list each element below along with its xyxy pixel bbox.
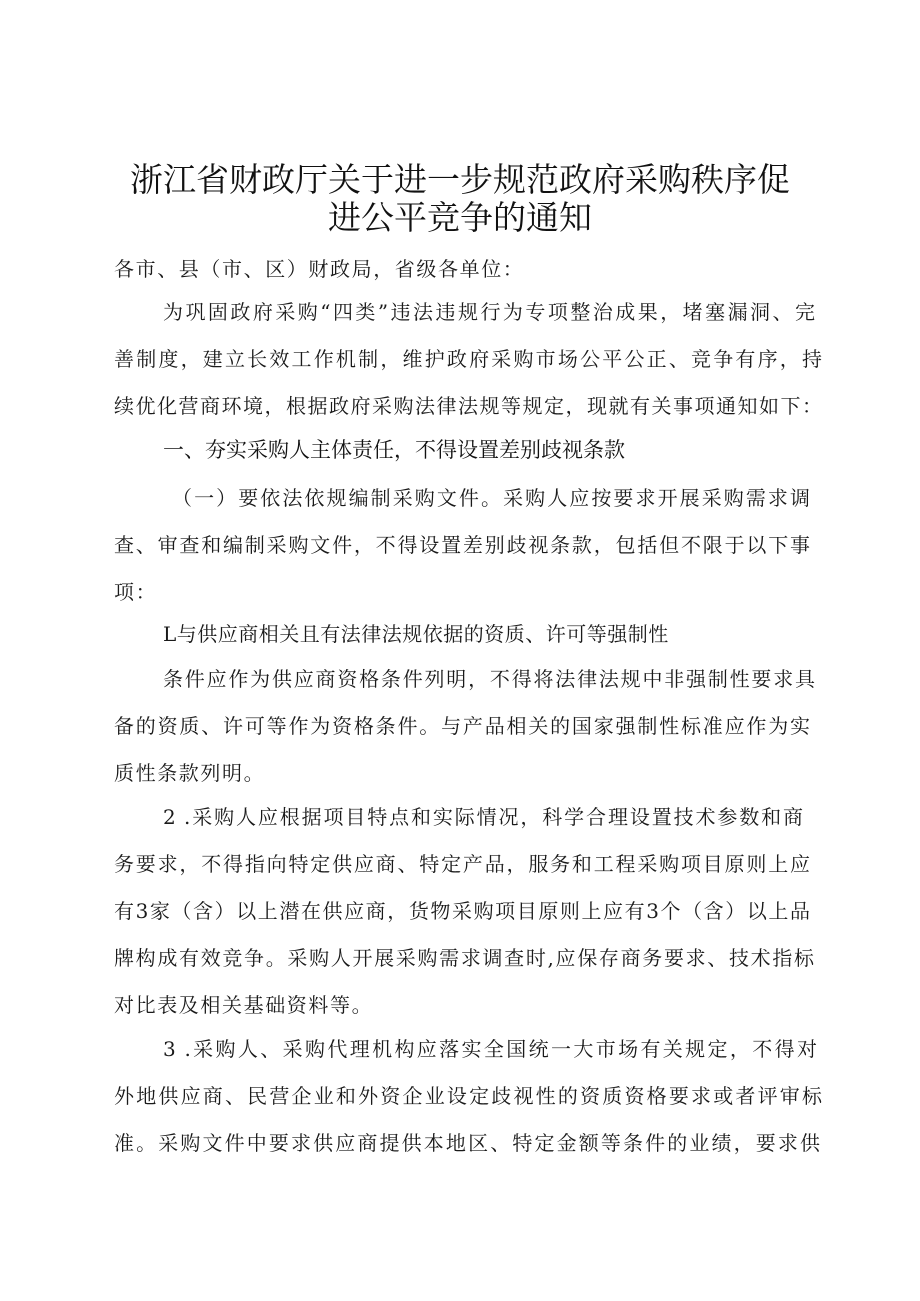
intro-line-2: 善制度，建立长效工作机制，维护政府采购市场公平公正、竞争有序，持	[114, 347, 822, 371]
item-3-line-1: 3 .采购人、采购代理机构应落实全国统一大市场有关规定，不得对	[163, 1037, 817, 1061]
sub-1-line-1: （一）要依法依规编制采购文件。采购人应按要求开展采购需求调	[172, 486, 810, 510]
sub-1-line-2: 查、审查和编制采购文件，不得设置差别歧视条款，包括但不限于以下事	[114, 533, 810, 557]
item-2-line-4: 牌构成有效竞争。采购人开展采购需求调查时,应保存商务要求、技术指标	[114, 946, 814, 970]
item-1-title: L与供应商相关且有法律法规依据的资质、许可等强制性	[163, 622, 669, 646]
item-2-line-1: 2 .采购人应根据项目特点和实际情况，科学合理设置技术参数和商	[163, 805, 803, 829]
item-1-line-2: 备的资质、许可等作为资格条件。与产品相关的国家强制性标准应作为实	[114, 714, 810, 738]
item-2-line-3: 有3家（含）以上潜在供应商，货物采购项目原则上应有3个（含）以上品	[114, 899, 810, 923]
sub-1-line-3: 项：	[114, 580, 158, 604]
intro-line-1: 为巩固政府采购“四类”违法违规行为专项整治成果，堵塞漏洞、完	[163, 300, 815, 324]
item-2-line-5: 对比表及相关基础资料等。	[114, 993, 374, 1017]
item-3-line-2: 外地供应商、民营企业和外资企业设定歧视性的资质资格要求或者评审标	[114, 1084, 822, 1108]
document-title-line-2: 进公平竞争的通知	[328, 198, 592, 237]
item-2-line-2: 务要求，不得指向特定供应商、特定产品，服务和工程采购项目原则上应	[114, 852, 810, 876]
item-1-line-1: 条件应作为供应商资格条件列明，不得将法律法规中非强制性要求具	[163, 667, 815, 691]
addressee: 各市、县（市、区）财政局，省级各单位：	[114, 257, 525, 281]
document-title-line-1: 浙江省财政厅关于进一步规范政府采购秩序促	[130, 160, 790, 199]
item-1-line-3: 质性条款列明。	[114, 761, 266, 785]
item-3-line-3: 准。采购文件中要求供应商提供本地区、特定金额等条件的业绩，要求供	[114, 1131, 820, 1155]
section-1-heading: 一、夯实采购人主体责任，不得设置差别歧视条款	[163, 438, 625, 462]
intro-line-3: 续优化营商环境，根据政府采购法律法规等规定，现就有关事项通知如下：	[114, 394, 822, 418]
